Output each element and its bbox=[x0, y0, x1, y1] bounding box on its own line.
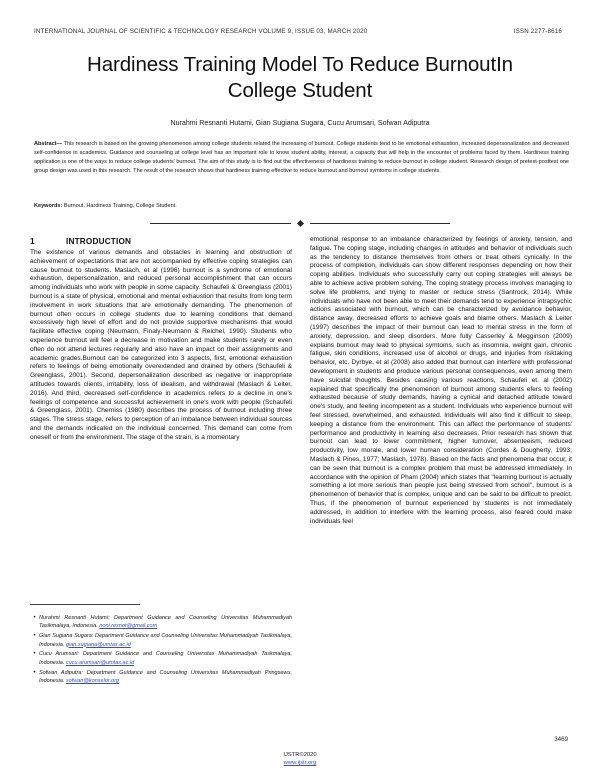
section-divider bbox=[150, 218, 450, 228]
footnote-separator bbox=[30, 604, 140, 605]
introduction-paragraph-left: The existence of various demands and obstacles in learning and obstruction of achievement of expectations that are not accompanied by effective coping strategies can cause burnout to students. Maslach, et al (1996) burnout is a syndrome of emotional exhaustion, depersonalization, and reduced personal accomplishment that can occurs among individuals who work with people in some capacity. Schaufeli & Greenglass (2001) burnout is a state of physical, emotional and mental exhaustion that results from long term involvement in work situations that are emotionally demanding. The phenomenon of burnout often occurs in college students due to learning conditions that demand excessively high level of effort and do not provide supportive mechanisms that would facilitate effective coping (Neumann, Finaly-Neumann & Reichel, 1990). Students who experience burnout will feel a decrease in motivation and make students rarely or even often do not attend lectures regularly and also have an impact on their assignments and academic grades.Burnout can be categorized into 3 aspects, first, emotional exhaustion refers to feelings of being emotionally overextended and drained by others (Schaufeli & Greenglass, 2001). Second, depersonalization described as negative or inappropriate attitudes towards clients, irritability, loss of idealism, and withdrawal (Maslach & Leiter, 2016). And third, decreased self-confidence in academics refers to a decline in one's feelings of competence and successful achievement in one's work with people (Schaufeli & Greenglass, 2001). Cherniss (1980) describes the process of burnout including three stages. The stress stage, refers to perception of an imbalance between individual sources and the demands indicated on the individual concerned. This demand can come from oneself or from the environment. The stage of the strain, is a momentary bbox=[30, 249, 292, 441]
author-email-link[interactable]: cucu.arumsari@umtas.ac.id bbox=[65, 659, 135, 666]
affiliation-text bbox=[39, 669, 292, 686]
affiliation-text bbox=[39, 614, 292, 631]
abstract bbox=[34, 140, 569, 176]
author-email-link[interactable]: gian.sugiana@umtas.ac.id bbox=[65, 641, 131, 648]
divider-line-right bbox=[310, 223, 451, 224]
author-affiliation-notes bbox=[30, 614, 292, 687]
affiliation-text bbox=[39, 632, 292, 649]
list-item bbox=[30, 650, 292, 667]
running-head bbox=[34, 28, 570, 35]
list-item bbox=[30, 614, 292, 631]
copyright-label: IJSTR©2020 bbox=[283, 751, 317, 758]
affiliation-text bbox=[39, 650, 292, 667]
bullet-icon: • bbox=[33, 633, 36, 640]
section-number: 1 bbox=[30, 237, 35, 246]
keywords bbox=[34, 203, 569, 209]
abstract-label: Abstract— bbox=[34, 141, 63, 147]
affiliation-detail: Gian Sugiana Sugara: Department Guidance and Counseling Universitas Muhammadiyah Tasikmalaya, Indonesia. bbox=[39, 633, 292, 648]
affiliation-detail: Sofwan Adiputra: Department Guidance and Counseling Universitas Muhammadiyah Pringsewu, Indonesia. bbox=[39, 669, 292, 685]
affiliation-detail: Cucu Arumsari: Department Guidance and Counseling Universitas Muhammadiyah Taskmalaya, Indonesia. bbox=[39, 651, 292, 666]
author-email-link[interactable]: noni.resnot@gmail.com bbox=[99, 623, 158, 630]
list-item bbox=[30, 632, 292, 649]
section-title: INTRODUCTION bbox=[66, 237, 132, 246]
introduction-paragraph-right: emotional response to an imbalance characterized by feelings of anxiety, tension, and fatigue. The coping stage, including changes in attitudes and behavior of individuals such as the tendency to distance themselves from others or treat others cynically. In the process of completion, individuals can show different responses depending on how their coping abilities. Individuals who successfully carry out coping strategies will always be able to achieve active problem solving. The coping strategy process involves managing to solve life problems, and trying to master or reduce stress (Santrock, 2014). While individuals who have not been able to meet their demands tend to experience intrapsychic actions associated with burnout, which can be characterized by avoidance behavior, distance away, decreased efforts to achieve goals and blame others. Maslach & Leiter (1997) describes the impact of their burnout can lead to mental stress in the form of anxiety, depression, and sleep disorders. More fully Casserley & Megginson (2009) explains burnout may lead to physical symtoms, such as insomnia, weight gain, chronic fatigue, skin conditions, increased use of alcohol or drugs, and injuries from risktaking behavior, etc. Dyrbye, et al (2008) also added that burnout can interfere with professional development in students and produce various personal consequences, even among them have suicidal thoughts. Besides causing various reactions, Schaufeli et. al (2002) explained that specifically the phenomenon of burnout among students efers to feeling exhausted because of study demands, having a cynical and detached attitude toward one's study, and feeling incompetent as a student. Individuals who experience burnout will feel stressed, overwhelmed, and exhausted. Individuals will also find it difficult to sleep, keeping a distance from the environment. This can affect the performance of students' performance and productivity in learning also decreases. Prior research has shown that burnout can lead to lower commitment, higher turnover, absenteeism, reduced productivity, low morale, and lower human consideration (Cordes & Dougherty, 1993; Maslach & Pines, 1977; Maslach, 1978). Based on the facts and phenomena that occur, it can be seen that burnout is a complex problem that must be addressed immediately. In accordance with the opinion of Pham (2004) which states that "learning burnout is actually something a lot more serious than people just being stressed from school", burnout is a phenomenon of behavior that is complex, unique and can be said to be difficult to predict. Thus, if the phenomenon of burnout experienced by students is not immediately addressed, in addition to interfere with the learning process, also feared could make individuals feel bbox=[310, 236, 572, 525]
diamond-icon bbox=[296, 219, 303, 226]
bullet-icon: • bbox=[33, 615, 36, 621]
bullet-icon: • bbox=[33, 651, 36, 658]
column-left bbox=[30, 236, 292, 443]
keywords-text: Burnout, Hardiness Training, College Student. bbox=[62, 203, 177, 209]
bullet-icon: • bbox=[33, 669, 36, 676]
list-item bbox=[30, 669, 292, 686]
abstract-text: This research is based on the growing phenomenon among college students related the increasing of burnout. College students tend to be emotional exhaustion, increased depersonalization and decreased self-confidence in academics. Guidance and counseling at college level has an important role to know student ability, interest, a capacity that will help in the encounter of problems faced by them. Hardiness training application is one of the ways to reduce college students' burnout. The aim of this study is to find out the effectiveness of hardiness training to reduce burnout in college student. Research design of pretest-posttest one group design was used in this research. The result of the research shows that hardiness training effective to reduce burnout and burnout symtoms in college students. bbox=[34, 141, 569, 174]
keywords-label: Keywords: bbox=[34, 203, 63, 209]
column-right bbox=[310, 236, 572, 526]
page-footer bbox=[0, 751, 600, 768]
divider-line-left bbox=[150, 223, 291, 224]
page-title: Hardiness Training Model To Reduce BurnoutIn College Student bbox=[87, 53, 513, 103]
journal-website-link[interactable]: www.ijstr.org bbox=[283, 760, 317, 767]
issn-label: ISSN 2277-8616 bbox=[513, 28, 562, 35]
author-list: Nurahmi Resnanti Hutami, Gian Sugiana Sugara, Cucu Arumsari, Sofwan Adiputra bbox=[170, 119, 430, 127]
author-email-link[interactable]: sofwan@konselor.org bbox=[65, 678, 119, 685]
journal-issue-line: INTERNATIONAL JOURNAL OF SCIENTIFIC & TECHNOLOGY RESEARCH VOLUME 9, ISSUE 03, MARCH 2020 bbox=[34, 28, 368, 35]
affiliation-detail: Nurahmi Resnanti Hutami: Department Guidance and Counseling Universitas Muhammadiyah Tasikmalaya, Indonesia. bbox=[39, 615, 292, 630]
introduction-heading bbox=[30, 236, 292, 247]
page-number: 3469 bbox=[554, 736, 568, 743]
